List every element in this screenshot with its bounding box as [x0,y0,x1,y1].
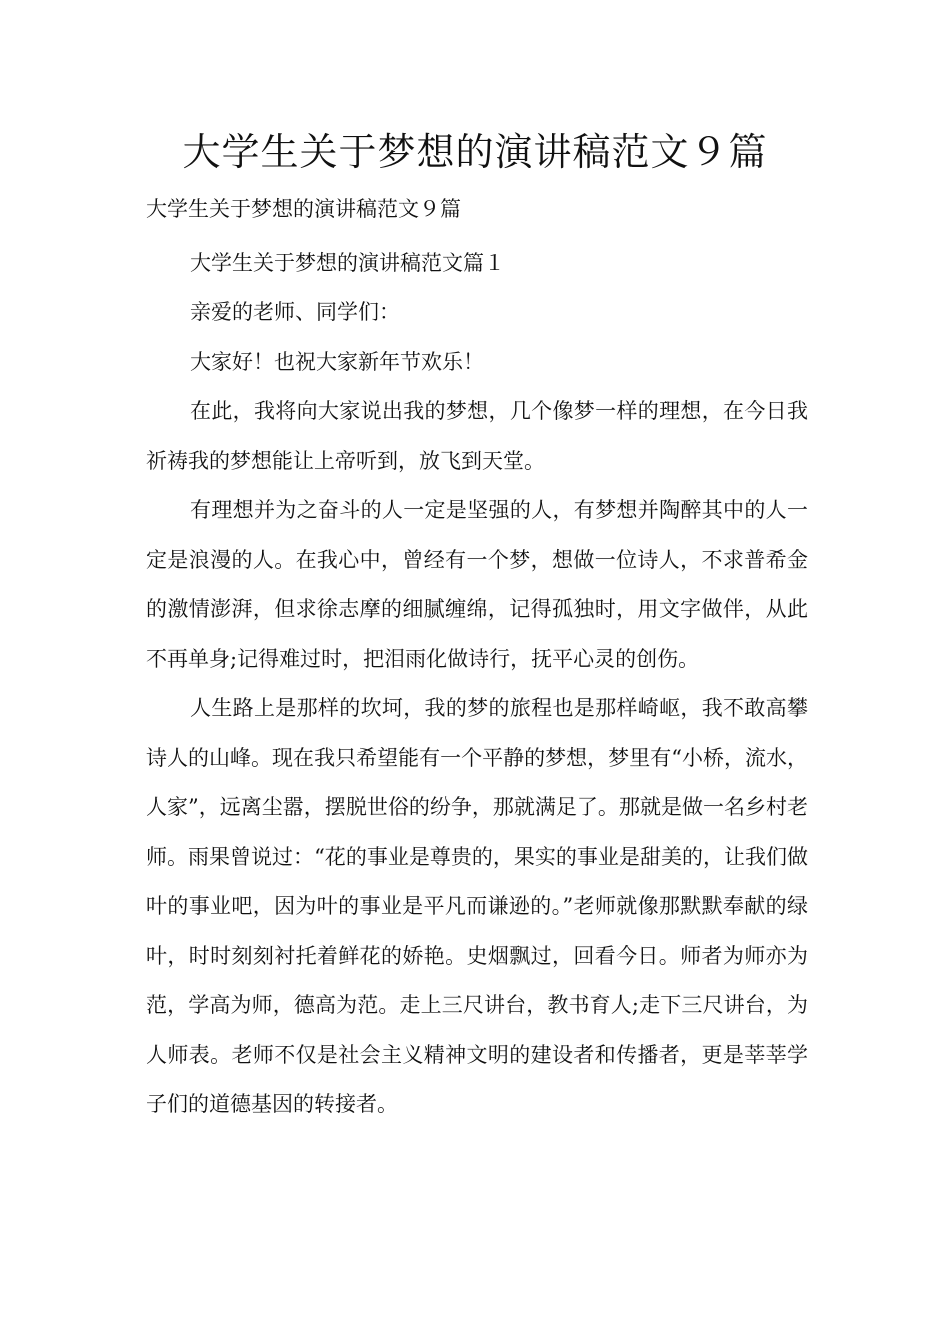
paragraph-teacher-dream: 人生路上是那样的坎坷，我的梦的旅程也是那样崎岖，我不敢高攀诗人的山峰。现在我只希望能有一个平静的梦想，梦里有“小桥，流水，人家”，远离尘嚣，摆脱世俗的纷争，那就满足了。那就是做一名乡村老师。雨果曾说过：“花的事业是尊贵的，果实的事业是甜美的，让我们做叶的事业吧，因为叶的事业是平凡而谦逊的。”老师就像那默默奉献的绿叶，时时刻刻衬托着鲜花的娇艳。史烟飘过，回看今日。师者为师亦为范，学高为师，德高为范。走上三尺讲台，教书育人;走下三尺讲台，为人师表。老师不仅是社会主义精神文明的建设者和传播者，更是莘莘学子们的道德基因的转接者。 [146,696,808,1116]
section-heading: 大学生关于梦想的演讲稿范文篇１ [190,250,505,275]
subtitle-line: 大学生关于梦想的演讲稿范文９篇 [146,197,461,221]
paragraph-poet-dream: 有理想并为之奋斗的人一定是坚强的人，有梦想并陶醉其中的人一定是浪漫的人。在我心中，曾经有一个梦，想做一位诗人，不求普希金的激情澎湃，但求徐志摩的细腻缠绵，记得孤独时，用文字做伴，从此不再单身;记得难过时，把泪雨化做诗行，抚平心灵的创伤。 [146,498,808,671]
document-body [146,185,808,1130]
salutation: 亲爱的老师、同学们： [190,300,400,324]
document-title: 大学生关于梦想的演讲稿范文９篇 [182,130,768,174]
greeting: 大家好！也祝大家新年节欢乐！ [190,349,484,374]
paragraph-intro: 在此，我将向大家说出我的梦想，几个像梦一样的理想，在今日我祈祷我的梦想能让上帝听到，放飞到天堂。 [146,399,808,473]
